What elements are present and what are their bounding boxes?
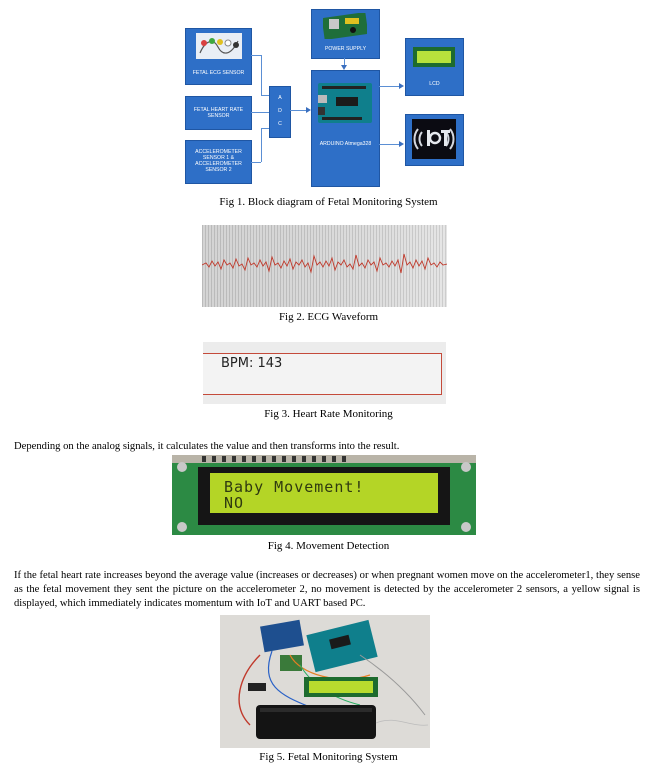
figure-3-caption: Fig 3. Heart Rate Monitoring	[264, 408, 393, 420]
figure-1-caption: Fig 1. Block diagram of Fetal Monitoring System	[219, 196, 438, 208]
figure-4-caption: Fig 4. Movement Detection	[267, 540, 390, 552]
arrow-right-icon	[399, 83, 404, 89]
connector-line	[344, 58, 345, 65]
arduino-block	[311, 70, 380, 187]
connector-line	[251, 55, 261, 56]
figure-5-system-photo	[220, 615, 430, 748]
connector-line	[261, 55, 262, 95]
fetal-ecg-sensor-block	[185, 28, 252, 85]
body-paragraph-1: Depending on the analog signals, it calculates the value and then transforms into the result.	[14, 441, 400, 452]
ecg-electrodes-icon	[196, 33, 242, 59]
figure-3-heart-rate	[203, 342, 446, 404]
lcd-line-1: Baby Movement!	[224, 478, 365, 496]
fetal-ecg-sensor-label: FETAL ECG SENSOR	[192, 70, 245, 76]
accelerometer-sensors-label: ACCELEROMETER SENSOR 1 & ACCELEROMETER SENSOR 2	[195, 149, 242, 173]
figure-4-movement-lcd	[172, 455, 476, 535]
body-paragraph-2: If the fetal heart rate increases beyond the average value (increases or decreases) or when pregnant women move on the accelerometer1, they sense as the fetal movement they sent the picture on the accelerometer 2, no movement is detected by the accelerometer 2 sensors, a yellow signal is displayed, which immediately indicates momentum with IoT and UART based PC.	[14, 570, 640, 609]
fetal-monitoring-hardware-image	[220, 615, 430, 748]
fetal-heart-rate-sensor-block	[185, 96, 252, 130]
figure-5-caption: Fig 5. Fetal Monitoring System	[259, 751, 398, 763]
connector-line	[379, 86, 401, 87]
arrow-right-icon	[399, 141, 404, 147]
adc-letter: C	[278, 121, 282, 127]
accelerometer-sensors-block	[185, 140, 252, 184]
adc-letter: A	[278, 95, 282, 101]
adc-block	[269, 86, 291, 138]
lcd-line-2: NO	[224, 494, 245, 512]
connector-line	[251, 162, 261, 163]
bpm-readout: BPM: 143	[221, 356, 283, 371]
figure-2-ecg-waveform	[202, 225, 447, 307]
power-supply-label: POWER SUPPLY	[324, 46, 367, 52]
iot-block	[405, 114, 464, 166]
iot-icon	[412, 119, 456, 159]
connector-line	[261, 95, 269, 96]
adc-letter: D	[278, 108, 282, 114]
figure-2-caption: Fig 2. ECG Waveform	[278, 311, 379, 323]
lcd-block	[405, 38, 464, 96]
connector-line	[251, 112, 269, 113]
power-supply-board-icon	[323, 13, 367, 39]
figure-1-block-diagram	[180, 6, 480, 186]
arduino-board-icon	[318, 83, 372, 123]
arduino-label: ARDUINO Atmega328	[319, 141, 372, 147]
fetal-heart-rate-sensor-label: FETAL HEART RATE SENSOR	[193, 107, 244, 119]
ecg-waveform-image	[202, 225, 447, 307]
connector-line	[379, 144, 401, 145]
lcd-label: LCD	[429, 81, 440, 87]
power-supply-block	[311, 9, 380, 59]
connector-line	[261, 128, 262, 162]
lcd-display-icon	[413, 47, 455, 67]
connector-line	[261, 128, 269, 129]
